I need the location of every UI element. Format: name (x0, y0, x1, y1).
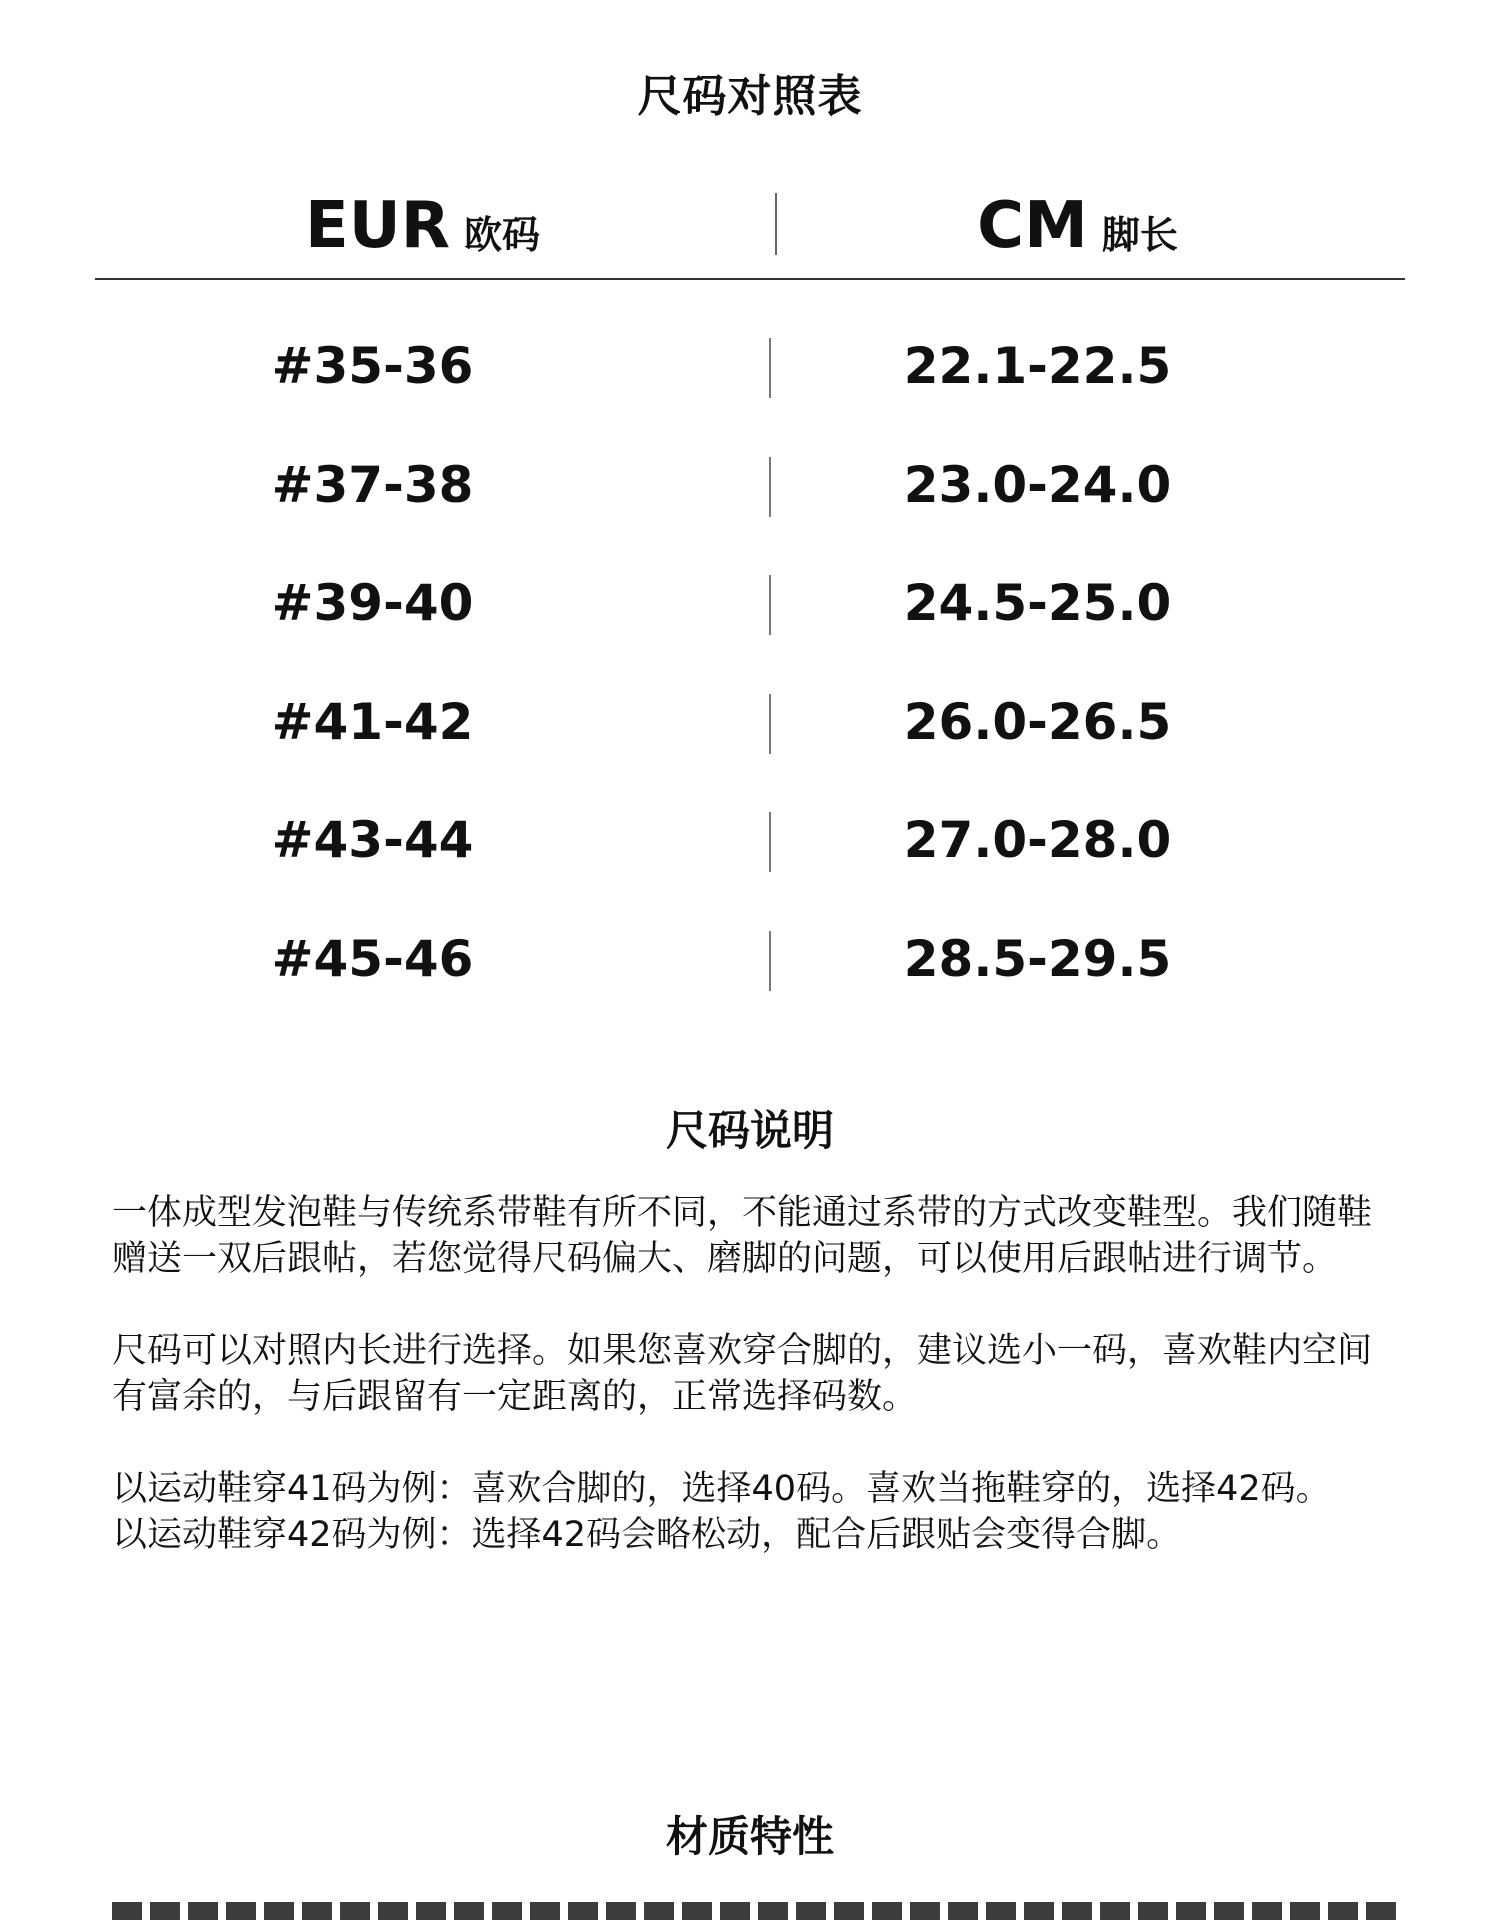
header-cm-sub: 脚长 (1101, 213, 1178, 257)
cm-length: 28.5-29.5 (903, 929, 1172, 988)
table-row (95, 453, 1405, 572)
cm-length: 26.0-26.5 (903, 692, 1172, 751)
table-row (95, 334, 1405, 453)
eur-size: #41-42 (271, 692, 474, 751)
cut-off-text-line (112, 1902, 1402, 1920)
eur-size: #43-44 (271, 811, 474, 870)
eur-size: #45-46 (271, 929, 474, 988)
cm-length: 23.0-24.0 (903, 455, 1172, 514)
table-row (95, 808, 1405, 927)
notes-paragraph: 一体成型发泡鞋与传统系带鞋有所不同，不能通过系带的方式改变鞋型。我们随鞋赠送一双后跟帖，若您觉得尺码偏大、磨脚的问题，可以使用后跟帖进行调节。 (112, 1193, 1373, 1279)
cm-length: 22.1-22.5 (903, 337, 1172, 395)
eur-size: #37-38 (271, 455, 474, 514)
eur-size: #39-40 (271, 574, 474, 633)
header-eur (95, 188, 750, 263)
size-notes-title: 尺码说明 (665, 1106, 834, 1155)
table-row (95, 927, 1405, 1046)
header-cm (750, 188, 1405, 263)
cm-length: 24.5-25.0 (903, 574, 1172, 633)
header-eur-sub: 欧码 (463, 213, 540, 257)
size-table-header (95, 188, 1405, 280)
page-title: 尺码对照表 (637, 71, 863, 122)
notes-paragraph: 以运动鞋穿42码为例：选择42码会略松动，配合后跟贴会变得合脚。 (112, 1515, 1182, 1555)
table-row (95, 690, 1405, 809)
cm-length: 27.0-28.0 (903, 811, 1172, 870)
header-cm-main: CM (977, 189, 1088, 263)
material-title: 材质特性 (665, 1812, 834, 1861)
notes-paragraph: 尺码可以对照内长进行选择。如果您喜欢穿合脚的，建议选小一码，喜欢鞋内空间有富余的，与后跟留有一定距离的，正常选择码数。 (112, 1331, 1373, 1417)
notes-paragraph: 以运动鞋穿41码为例：喜欢合脚的，选择40码。喜欢当拖鞋穿的，选择42码。 (112, 1469, 1331, 1509)
header-eur-main: EUR (305, 189, 450, 263)
cut-off-text (112, 1902, 1402, 1920)
size-notes (112, 1190, 1402, 1604)
eur-size: #35-36 (271, 337, 474, 395)
size-table (95, 334, 1405, 1046)
table-row (95, 571, 1405, 690)
